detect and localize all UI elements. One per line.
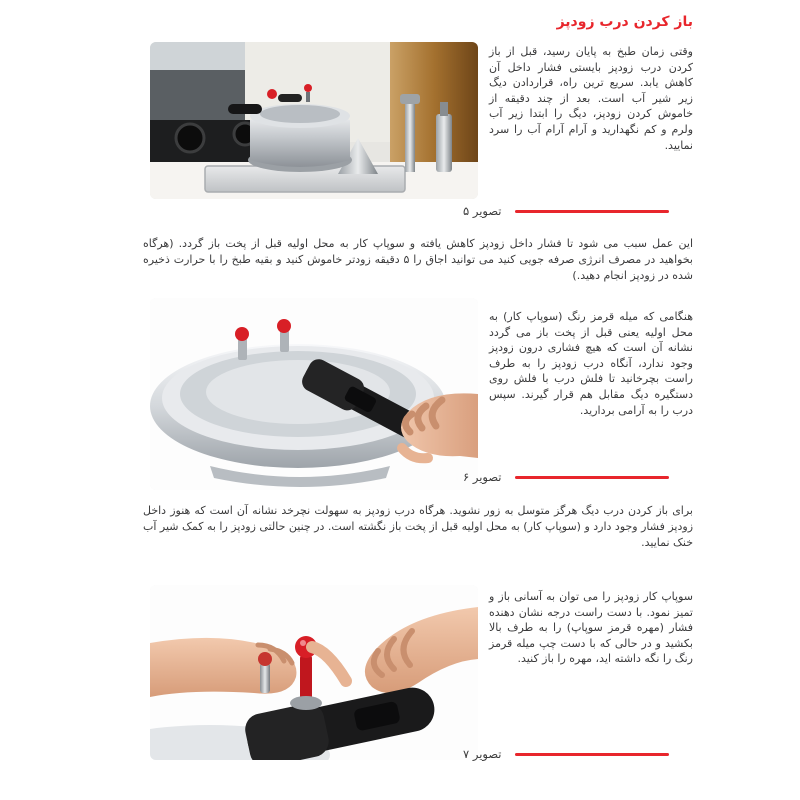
- intro-paragraph: وقتی زمان طبخ به پایان رسید، قبل از باز کردن درب زودپز بایستی فشار داخل آن کاهش یابد. سریع ترین راه، قراردادن دیگ زیر شیر آب است. بعد از چند دقیقه از خاموش کردن زودپز، دیگ را ابتدا زیر آب ولرم و کم نگهدارید و آرام آرام آب را سرد نمایید.: [489, 45, 693, 152]
- figure-5-photo: [150, 42, 478, 199]
- valve-cleaning-paragraph: سوپاپ کار زودپز را می توان به آسانی باز و تمیز نمود. با دست راست درجه نشان دهنده فشار (مهره قرمز سوپاپ) را به طرف بالا بکشید و در حالی که با دست چپ میله قرمز رنگ را نگه داشته اید، مهره را باز کنید.: [489, 590, 693, 666]
- figure-6-photo: [150, 298, 478, 490]
- figure-5-caption: [463, 204, 669, 218]
- lid-opening-illustration: [150, 298, 478, 490]
- figure-5-label: تصویر ۵: [463, 204, 502, 218]
- figure-5-rule: [515, 210, 669, 213]
- kitchen-stove-illustration: [150, 42, 478, 199]
- figure-6-caption: [463, 470, 669, 484]
- figure-6-rule: [515, 476, 669, 479]
- figure-6-label: تصویر ۶: [463, 470, 502, 484]
- full-paragraph-1: این عمل سبب می شود تا فشار داخل زودپز کاهش یافته و سوپاپ کار به محل اولیه قبل از پخت باز گردد. (هرگاه بخواهید در مصرف انرژی صرفه جویی کنید می توانید اجاق را ۵ دقیقه زودتر خاموش کنید و بقیه طبخ را با حرارت ذخیره شده در زودپز انجام دهید.): [143, 237, 693, 282]
- figure-7-caption: [463, 747, 669, 761]
- full-paragraph-2: برای باز کردن درب دیگ هرگز متوسل به زور نشوید. هرگاه درب زودپز به سهولت نچرخد نشانه آن است که هنوز داخل زودپز فشار وجود دارد و (سوپاپ کار) به محل اولیه قبل از پخت باز نگشته است. در چنین حالتی زودپز را به کمک شیر آب خنک نمایید.: [143, 504, 693, 549]
- valve-cleaning-illustration: [150, 585, 478, 760]
- figure-7-label: تصویر ۷: [463, 747, 502, 761]
- figure-7-rule: [515, 753, 669, 756]
- open-lid-paragraph: هنگامی که میله قرمز رنگ (سوپاپ کار) به محل اولیه یعنی قبل از پخت باز می گردد نشانه آن است که هیچ فشاری درون زودپز وجود ندارد، آنگاه درب زودپز را به طرف راست بچرخانید تا فلش درب با فلش روی دستگیره دیگ مقابل هم قرار گیرند. سپس درب را به آرامی بردارید.: [489, 310, 693, 417]
- figure-7-photo: [150, 585, 478, 760]
- page-title: باز کردن درب زودپز: [556, 14, 693, 30]
